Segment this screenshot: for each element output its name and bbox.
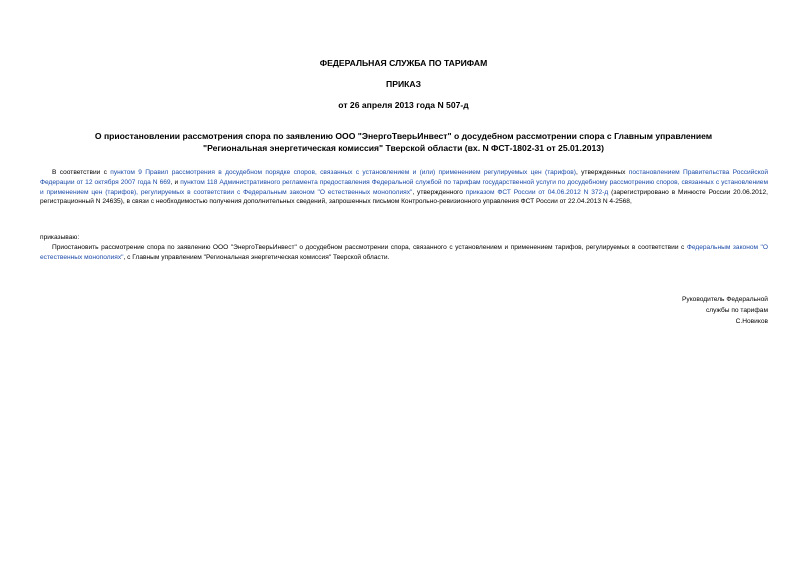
signature-agency: службы по тарифам bbox=[705, 307, 768, 314]
government-resolution-link[interactable]: постановлением Правительства Российской Федерации от 12 октября 2007 года N 669 bbox=[40, 169, 769, 186]
signature-position: Руководитель Федеральной bbox=[682, 296, 768, 303]
preamble-text-3: , и bbox=[170, 178, 181, 186]
preamble-text-1: В соответствии с bbox=[52, 169, 111, 176]
preamble-text-4: , утвержденного bbox=[412, 188, 466, 196]
federal-law-link[interactable]: Федеральным законом "О естественных монополиях" bbox=[40, 244, 769, 261]
preamble-text-2: , утвержденных bbox=[575, 169, 629, 176]
order-label: приказываю: bbox=[40, 234, 80, 241]
order-text-1: Приостановить рассмотрение спора по заявлению ООО "ЭнергоТверьИнвест" о досудебном рассмотрении спора, связанного с установлением и применением тарифов, регулируемых в соответствии с bbox=[52, 244, 687, 251]
agency-heading: ФЕДЕРАЛЬНАЯ СЛУЖБА ПО ТАРИФАМ bbox=[319, 58, 488, 68]
fst-order-link[interactable]: приказом ФСТ России от 04.06.2012 N 372-д bbox=[465, 188, 609, 196]
signature-name: С.Новиков bbox=[735, 318, 768, 325]
preamble-text-5: (зарегистрировано в Минюсте России 20.06.2012, регистрационный N 24635), в связи с необходимостью получения дополнительных сведений, запрошенных письмом Контрольно-ревизионного управления ФСТ России от 22.04.2013 N 4-2568, bbox=[40, 188, 768, 206]
regulation-point-118-link[interactable]: пунктом 118 Административного регламента предоставления Федеральной службой по тарифам государственной услуги по досудебному рассмотрению споров, связанных с установлением и применением цен (тарифов), регулируемых в соответствии с Федеральным законом "О естественных монополиях" bbox=[40, 178, 768, 196]
signature-block bbox=[682, 294, 768, 327]
preamble-paragraph bbox=[40, 168, 768, 207]
order-paragraph bbox=[40, 243, 768, 263]
rules-point-9-link[interactable]: пунктом 9 Правил рассмотрения в досудебном порядке споров, связанных с установлением и (или) применением регулируемых цен (тарифов) bbox=[110, 169, 576, 176]
document-title: О приостановлении рассмотрения спора по заявлению ООО "ЭнергоТверьИнвест" о досудебном рассмотрении спора с Главным управлением "Региональная энергетическая комиссия" Тверской области (вх. N ФСТ-1802-31 от 25.01.2013) bbox=[94, 131, 713, 153]
order-text-2: , с Главным управлением "Региональная энергетическая комиссия" Тверской области. bbox=[123, 253, 390, 261]
doc-type-heading: ПРИКАЗ bbox=[386, 79, 421, 89]
date-number-heading: от 26 апреля 2013 года N 507-д bbox=[338, 100, 469, 110]
